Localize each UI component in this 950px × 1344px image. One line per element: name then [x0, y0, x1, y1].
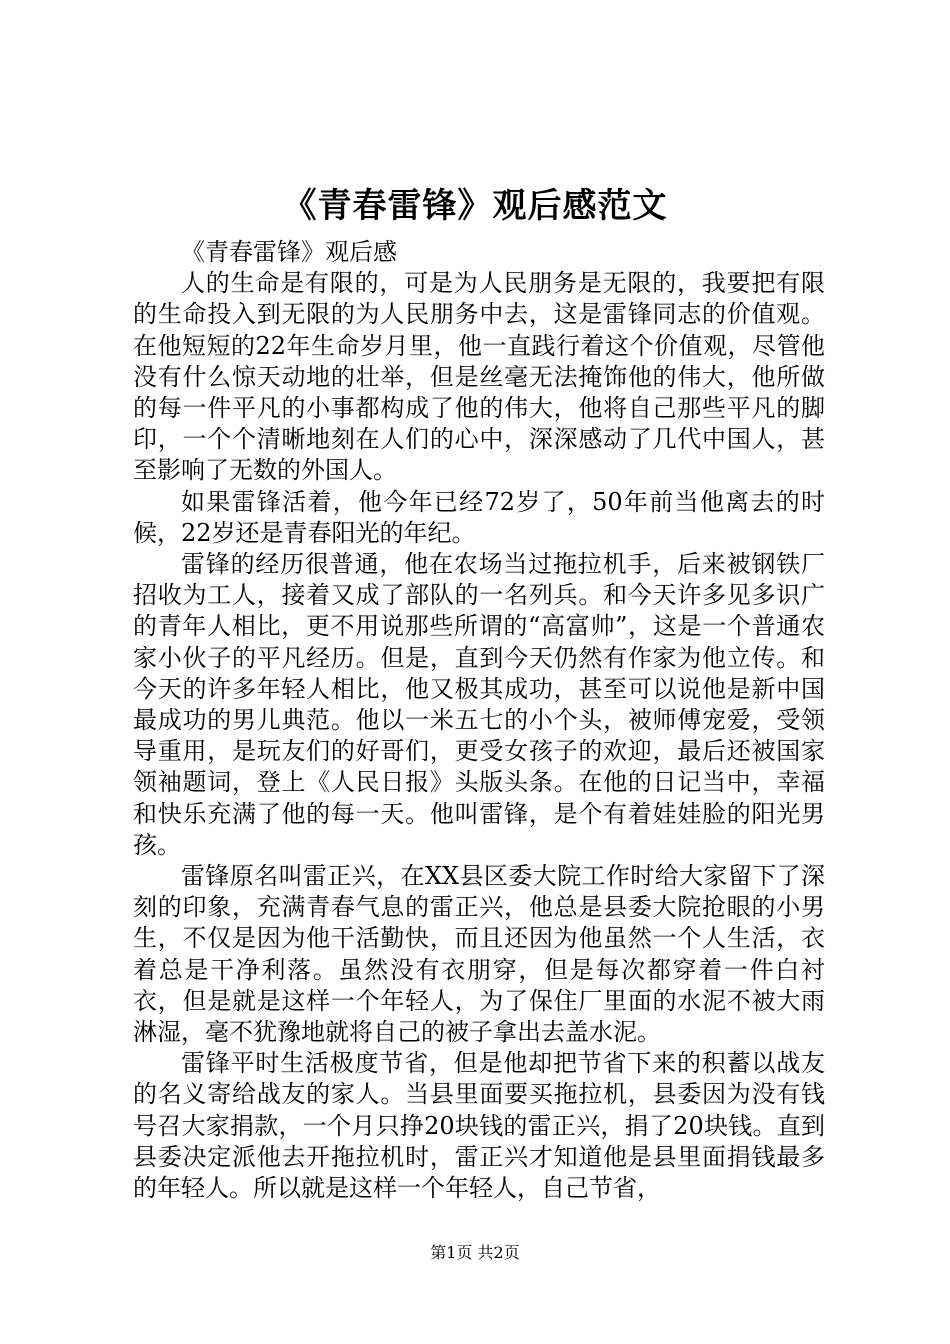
- paragraph: 雷锋原名叫雷正兴，在XX县区委大院工作时给大家留下了深刻的印象，充满青春气息的雷正兴，他总是县委大院抢眼的小男生，不仅是因为他干活勤快，而且还因为他虽然一个人生活，衣着总是干净利落。虽然没有衣朋穿，但是每次都穿着一件白衬衣，但是就是这样一个年轻人，为了保住厂里面的水泥不被大雨淋湿，毫不犹豫地就将自己的被子拿出去盖水泥。: [133, 862, 825, 1047]
- paragraph: 雷锋平时生活极度节省，但是他却把节省下来的积蓄以战友的名义寄给战友的家人。当县里面要买拖拉机，县委因为没有钱号召大家捐款，一个月只挣20块钱的雷正兴，捐了20块钱。直到县委决定派他去开拖拉机时，雷正兴才知道他是县里面捐钱最多的年轻人。所以就是这样一个年轻人，自己节省，: [133, 1049, 825, 1203]
- document-title: 《青春雷锋》观后感范文: [282, 186, 668, 226]
- paragraph: 《青春雷锋》观后感: [181, 238, 397, 266]
- paragraph: 如果雷锋活着，他今年已经72岁了，50年前当他离去的时候，22岁还是青春阳光的年纪。: [133, 487, 825, 547]
- paragraph: 人的生命是有限的，可是为人民朋务是无限的，我要把有限的生命投入到无限的为人民朋务中去，这是雷锋同志的价值观。在他短短的22年生命岁月里，他一直践行着这个价值观，尽管他没有什么惊天动地的壮举，但是丝毫无法掩饰他的伟大，他所做的每一件平凡的小事都构成了他的伟大，他将自己那些平凡的脚印，一个个清晰地刻在人们的心中，深深感动了几代中国人，甚至影响了无数的外国人。: [133, 269, 825, 485]
- page-number: 第1页 共2页: [430, 1243, 520, 1262]
- paragraph: 雷锋的经历很普通，他在农场当过拖拉机手，后来被钢铁厂招收为工人，接着又成了部队的一名列兵。和今天许多见多识广的青年人相比，更不用说那些所谓的“高富帅”，这是一个普通农家小伙子的平凡经历。但是，直到今天仍然有作家为他立传。和今天的许多年轻人相比，他又极其成功，甚至可以说他是新中国最成功的男儿典范。他以一米五七的小个头，被师傅宠爱，受领导重用，是玩友们的好哥们，更受女孩子的欢迎，最后还被国家领袖题词，登上《人民日报》头版头条。在他的日记当中，幸福和快乐充满了他的每一天。他叫雷锋，是个有着娃娃脸的阳光男孩。: [133, 550, 825, 859]
- document-body: [133, 237, 825, 1204]
